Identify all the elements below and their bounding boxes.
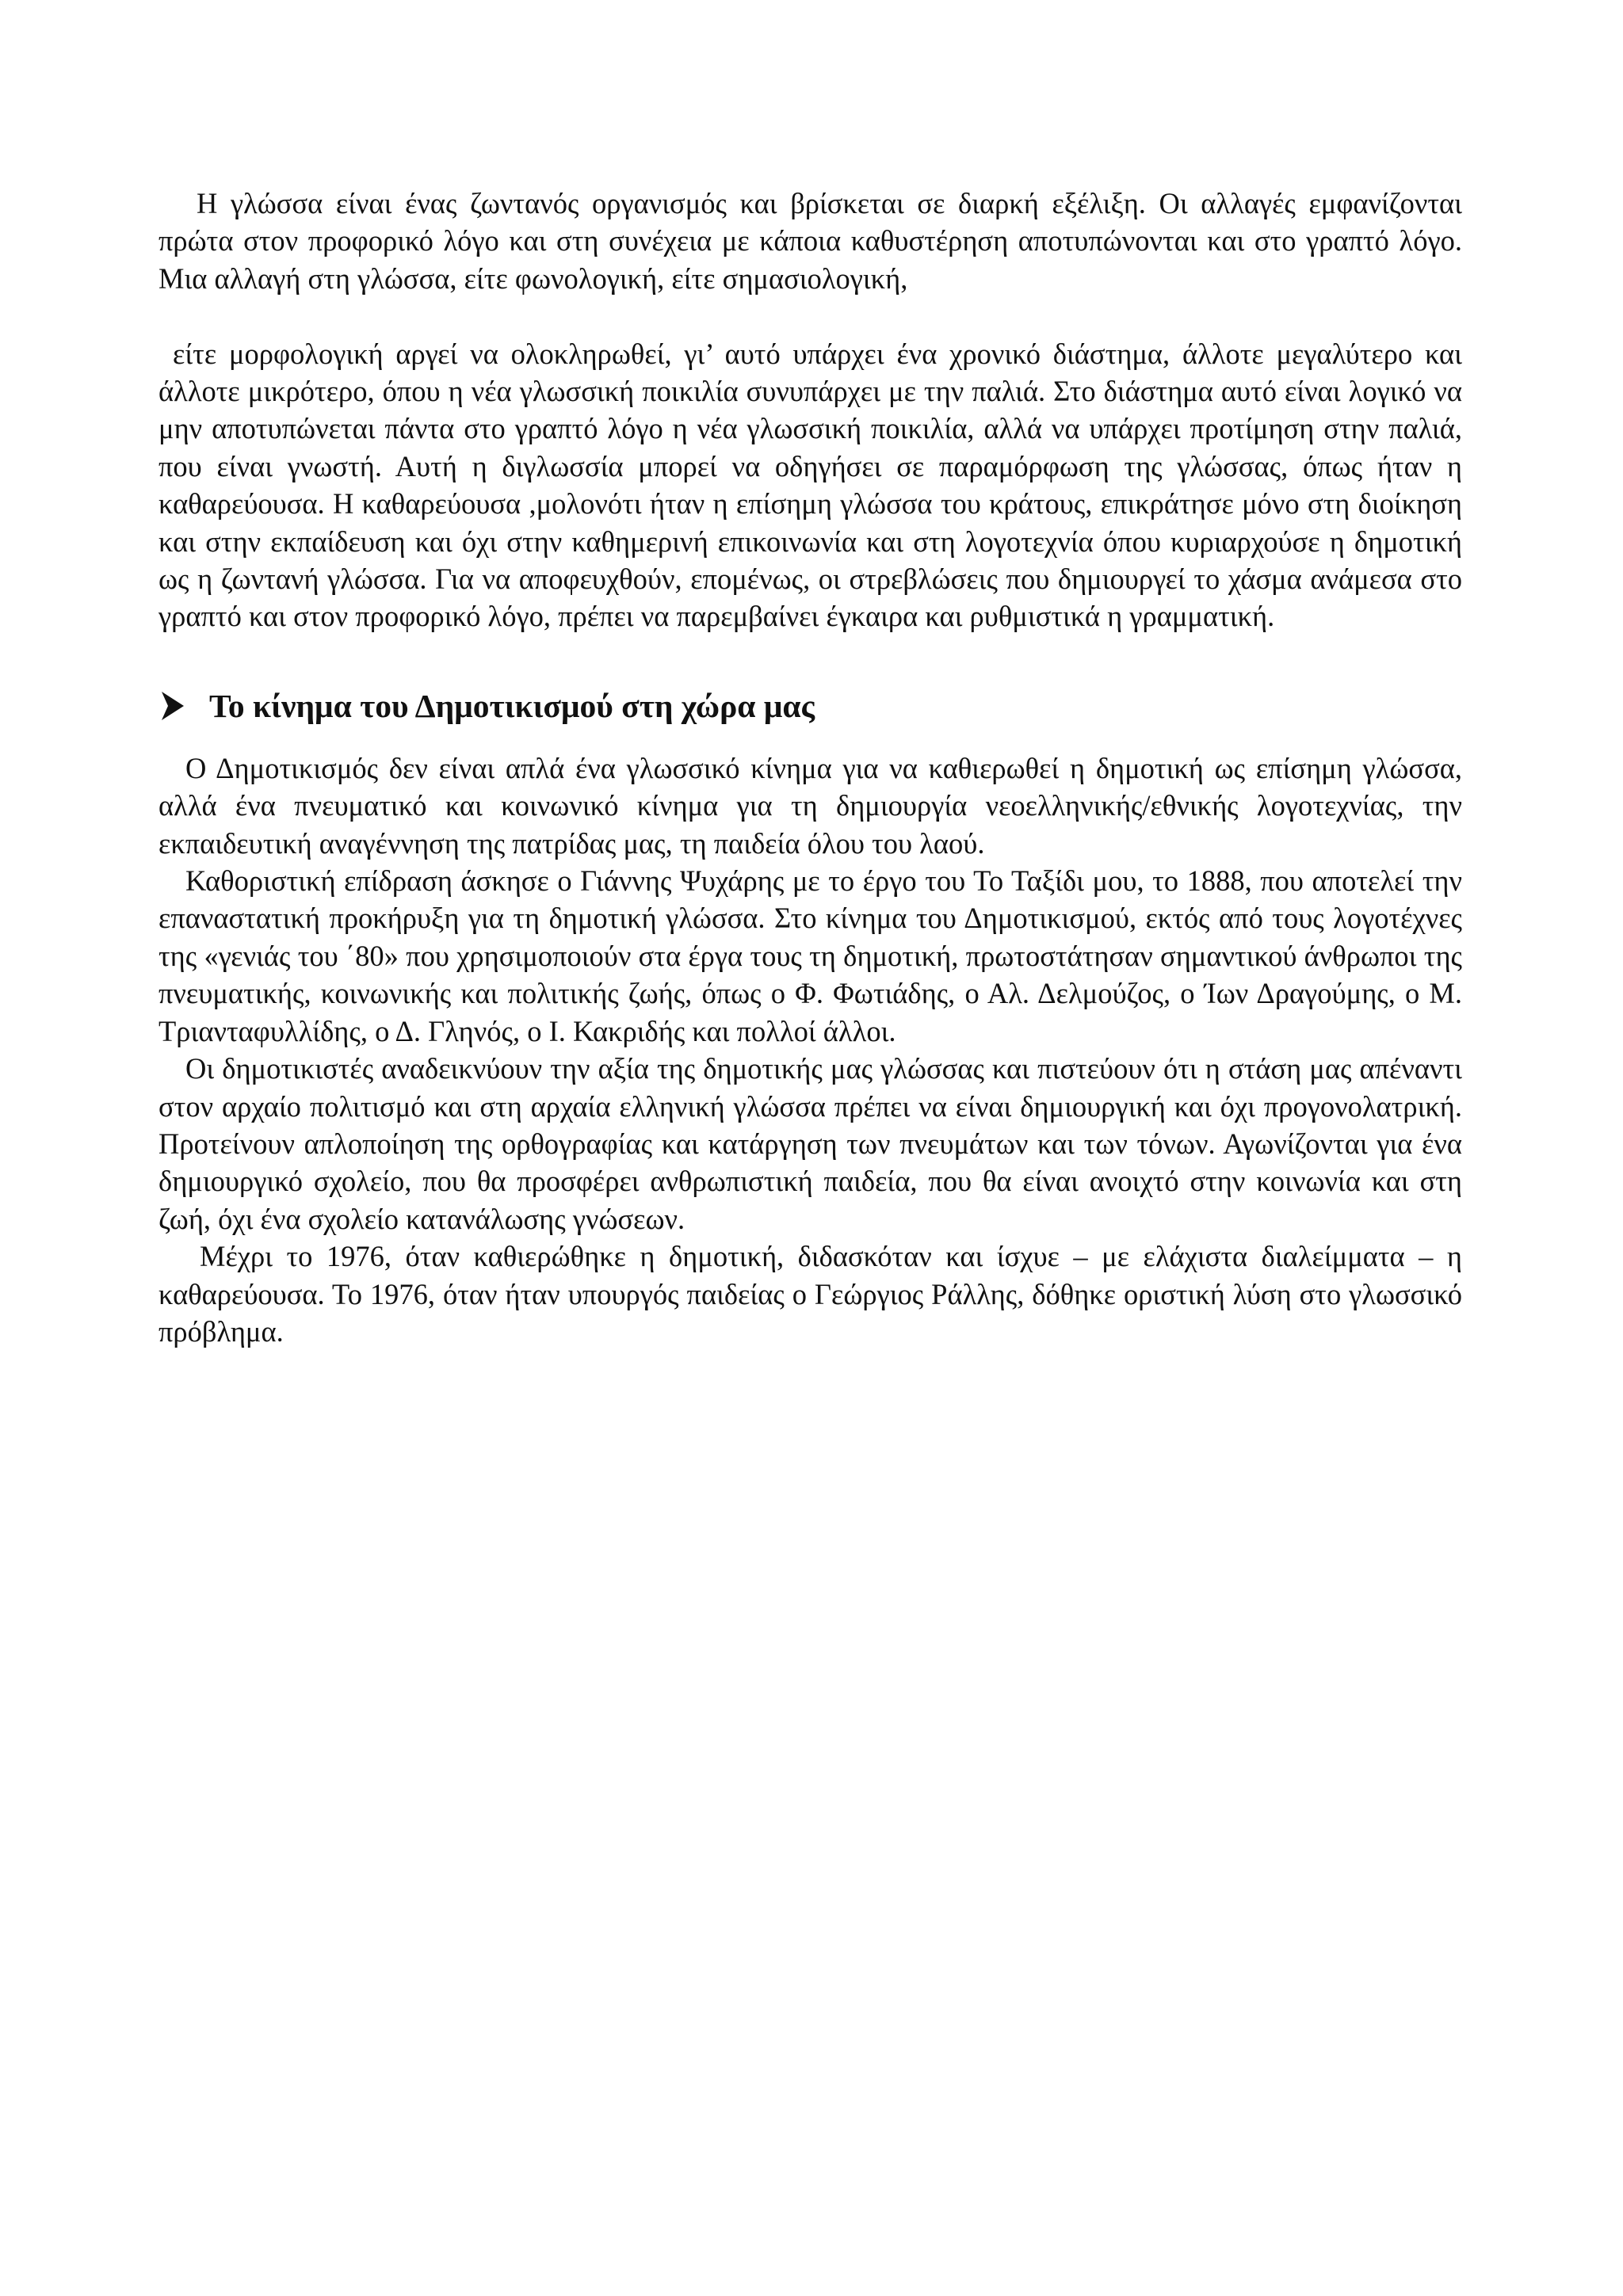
intro-paragraph-2: είτε μορφολογική αργεί να ολοκληρωθεί, γι’ αυτό υπάρχει ένα χρονικό διάστημα, άλλοτε μεγαλύτερο και άλλοτε μικρότερο, όπου η νέα γλωσσική ποικιλία συνυπάρχει με την παλιά. Στο διάστημα αυτό είναι λογικό να μην αποτυπώνεται πάντα στο γραπτό λόγο η νέα γλωσσική ποικιλία, αλλά να υπάρχει προτίμηση στην παλιά, που είναι γνωστή. Αυτή η διγλωσσία μπορεί να οδηγήσει σε παραμόρφωση της γλώσσας, όπως ήταν η καθαρεύουσα. Η καθαρεύουσα ,μολονότι ήταν η επίσημη γλώσσα του κράτους, επικράτησε μόνο στη διοίκηση και στην εκπαίδευση και όχι στην καθημερινή επικοινωνία και στη λογοτεχνία όπου κυριαρχούσε η δημοτική ως η ζωντανή γλώσσα. Για να αποφευχθούν, επομένως, οι στρεβλώσεις που δημιουργεί το χάσμα ανάμεσα στο γραπτό και στον προφορικό λόγο, πρέπει να παρεμβαίνει έγκαιρα και ρυθμιστικά η γραμματική. (158, 337, 1462, 633)
section-paragraph-4: Μέχρι το 1976, όταν καθιερώθηκε η δημοτική, διδασκόταν και ίσχυε – με ελάχιστα διαλείμματα – η καθαρεύουσα. Το 1976, όταν ήταν υπουργός παιδείας ο Γεώργιος Ράλλης, δόθηκε οριστική λύση στο γλωσσικό πρόβλημα. (158, 1240, 1462, 1348)
section-paragraph-1: Ο Δημοτικισμός δεν είναι απλά ένα γλωσσικό κίνημα για να καθιερωθεί η δημοτική ως επίσημη γλώσσα, αλλά ένα πνευματικό και κοινωνικό κίνημα για τη δημιουργία νεοελληνικής/εθνικής λογοτεχνίας, την εκπαιδευτική αναγέννηση της πατρίδας μας, τη παιδεία όλου του λαού. (158, 751, 1462, 860)
document-page (158, 185, 1462, 1350)
section-paragraph-3: Οι δημοτικιστές αναδεικνύουν την αξία της δημοτικής μας γλώσσας και πιστεύουν ότι η στάση μας απέναντι στον αρχαίο πολιτισμό και στη αρχαία ελληνική γλώσσα πρέπει να είναι δημιουργική και όχι προγονολατρική. Προτείνουν απλοποίηση της ορθογραφίας και κατάργηση των πνευμάτων και των τόνων. Αγωνίζονται για ένα δημιουργικό σχολείο, που θα προσφέρει ανθρωπιστική παιδεία, που θα είναι ανοιχτό στην κοινωνία και στη ζωή, όχι ένα σχολείο κατανάλωσης γνώσεων. (158, 1052, 1462, 1235)
section-heading-text: Το κίνημα του Δημοτικισμού στη χώρα μας (209, 687, 815, 724)
arrowhead-bullet-icon (160, 690, 185, 722)
section-heading (158, 678, 1462, 734)
section-paragraph-2: Καθοριστική επίδραση άσκησε ο Γιάννης Ψυχάρης με το έργο του Το Ταξίδι μου, το 1888, που αποτελεί την επαναστατική προκήρυξη για τη δημοτική γλώσσα. Στο κίνημα του Δημοτικισμού, εκτός από τους λογοτέχνες της «γενιάς του ΄80» που χρησιμοποιούν στα έργα τους τη δημοτική, πρωτοστάτησαν σημαντικού άνθρωποι της πνευματικής, κοινωνικής και πολιτικής ζωής, όπως ο Φ. Φωτιάδης, ο Αλ. Δελμούζος, ο Ίων Δραγούμης, ο Μ. Τριανταφυλλίδης, ο Δ. Γληνός, ο Ι. Κακριδής και πολλοί άλλοι. (158, 864, 1462, 1047)
intro-paragraph-1: Η γλώσσα είναι ένας ζωντανός οργανισμός και βρίσκεται σε διαρκή εξέλιξη. Οι αλλαγές εμφανίζονται πρώτα στον προφορικό λόγο και στη συνέχεια με κάποια καθυστέρηση αποτυπώνονται και στο γραπτό λόγο. Μια αλλαγή στη γλώσσα, είτε φωνολογική, είτε σημασιολογική, (158, 187, 1462, 295)
